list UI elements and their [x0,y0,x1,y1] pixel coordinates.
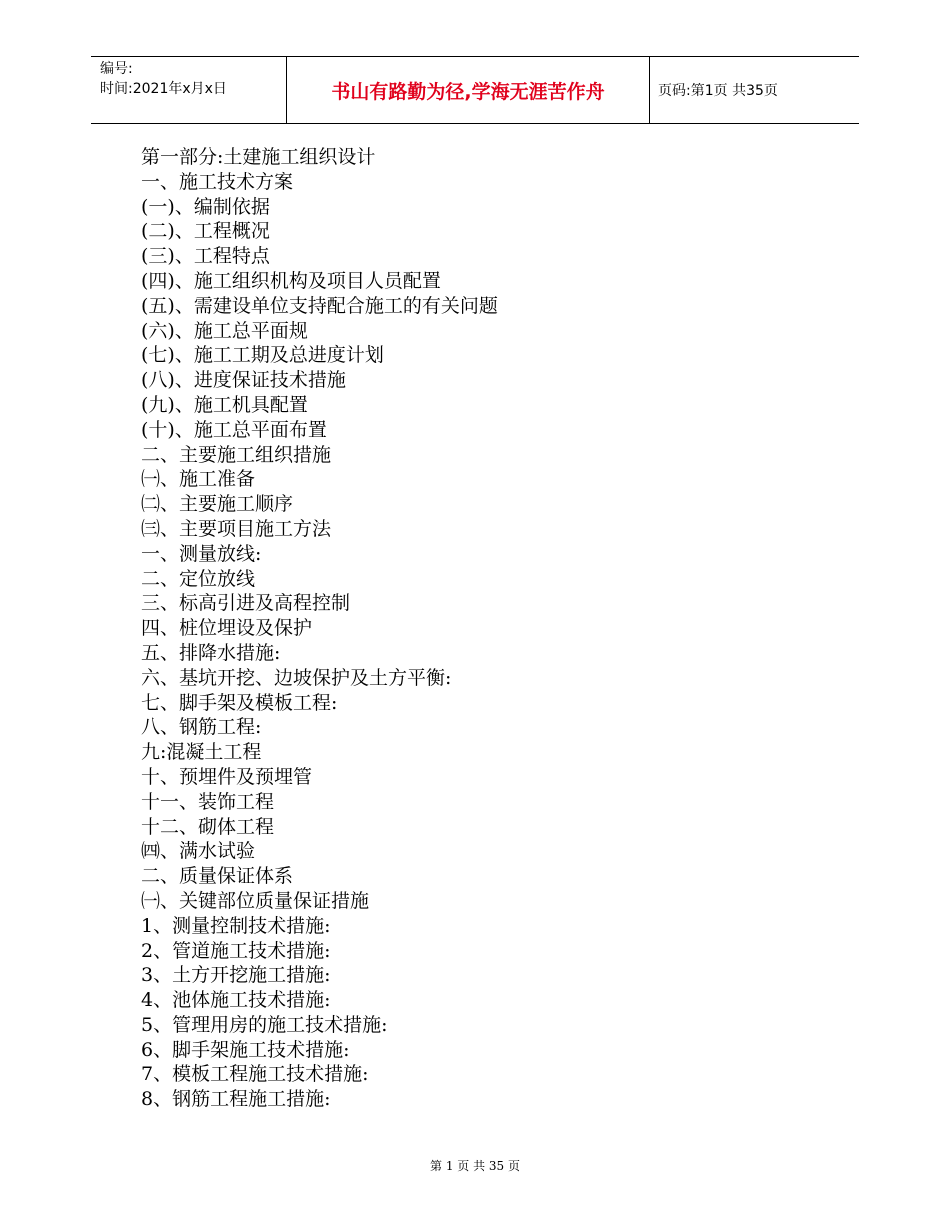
page-header [91,56,859,124]
toc-line: (七)、施工工期及总进度计划 [141,344,384,367]
time-label: 时间:2021年x月x日 [100,81,227,97]
toc-line: (二)、工程概况 [141,220,270,243]
toc-line: (三)、工程特点 [141,245,270,268]
toc-line: (一)、编制依据 [141,195,270,218]
toc-line: 1、测量控制技术措施: [141,914,331,937]
toc-line: 二、定位放线 [141,567,256,590]
toc-line: 5、管理用房的施工技术措施: [141,1013,388,1036]
toc-line: 一、施工技术方案 [141,170,294,193]
header-info-cell [91,57,287,123]
toc-line: ㈠、施工准备 [141,468,256,491]
toc-line: ㈡、主要施工顺序 [141,493,294,516]
toc-line: 2、管道施工技术措施: [141,939,331,962]
toc-line: 二、主要施工组织措施 [141,443,332,466]
toc-line: 四、桩位埋设及保护 [141,617,313,640]
toc-line: 6、脚手架施工技术措施: [141,1038,350,1061]
toc-line: 八、钢筋工程: [141,716,262,739]
toc-line: 三、标高引进及高程控制 [141,592,351,615]
table-of-contents [141,145,841,1112]
toc-line: ㈢、主要项目施工方法 [141,517,332,540]
motto: 书山有路勤为径,学海无涯苦作舟 [287,57,650,123]
page-info: 页码:第1页 共35页 [658,83,778,99]
page-footer: 第 1 页 共 35 页 [430,1159,520,1173]
toc-line: 二、质量保证体系 [141,865,294,888]
toc-line: 一、测量放线: [141,542,262,565]
toc-line: (六)、施工总平面规 [141,319,308,342]
toc-line: 十、预埋件及预埋管 [141,765,313,788]
toc-line: 九:混凝土工程 [141,741,262,764]
toc-line: 7、模板工程施工技术措施: [141,1063,369,1086]
toc-line: ㈣、满水试验 [141,840,256,863]
toc-line: ㈠、关键部位质量保证措施 [141,889,370,912]
toc-line: 六、基坑开挖、边坡保护及土方平衡: [141,666,452,689]
toc-line: (八)、进度保证技术措施 [141,369,346,392]
toc-line: 4、池体施工技术措施: [141,989,331,1012]
toc-line: (十)、施工总平面布置 [141,418,327,441]
toc-line: (九)、施工机具配置 [141,393,308,416]
toc-line: 十二、砌体工程 [141,815,275,838]
toc-line: 五、排降水措施: [141,641,281,664]
toc-line: 七、脚手架及模板工程: [141,691,338,714]
toc-line: (四)、施工组织机构及项目人员配置 [141,269,441,292]
toc-line: (五)、需建设单位支持配合施工的有关问题 [141,294,498,317]
toc-line: 3、土方开挖施工措施: [141,964,331,987]
toc-line: 十一、装饰工程 [141,790,275,813]
number-label: 编号: [100,61,133,77]
toc-line: 第一部分:土建施工组织设计 [141,146,376,168]
toc-line: 8、钢筋工程施工措施: [141,1088,331,1111]
